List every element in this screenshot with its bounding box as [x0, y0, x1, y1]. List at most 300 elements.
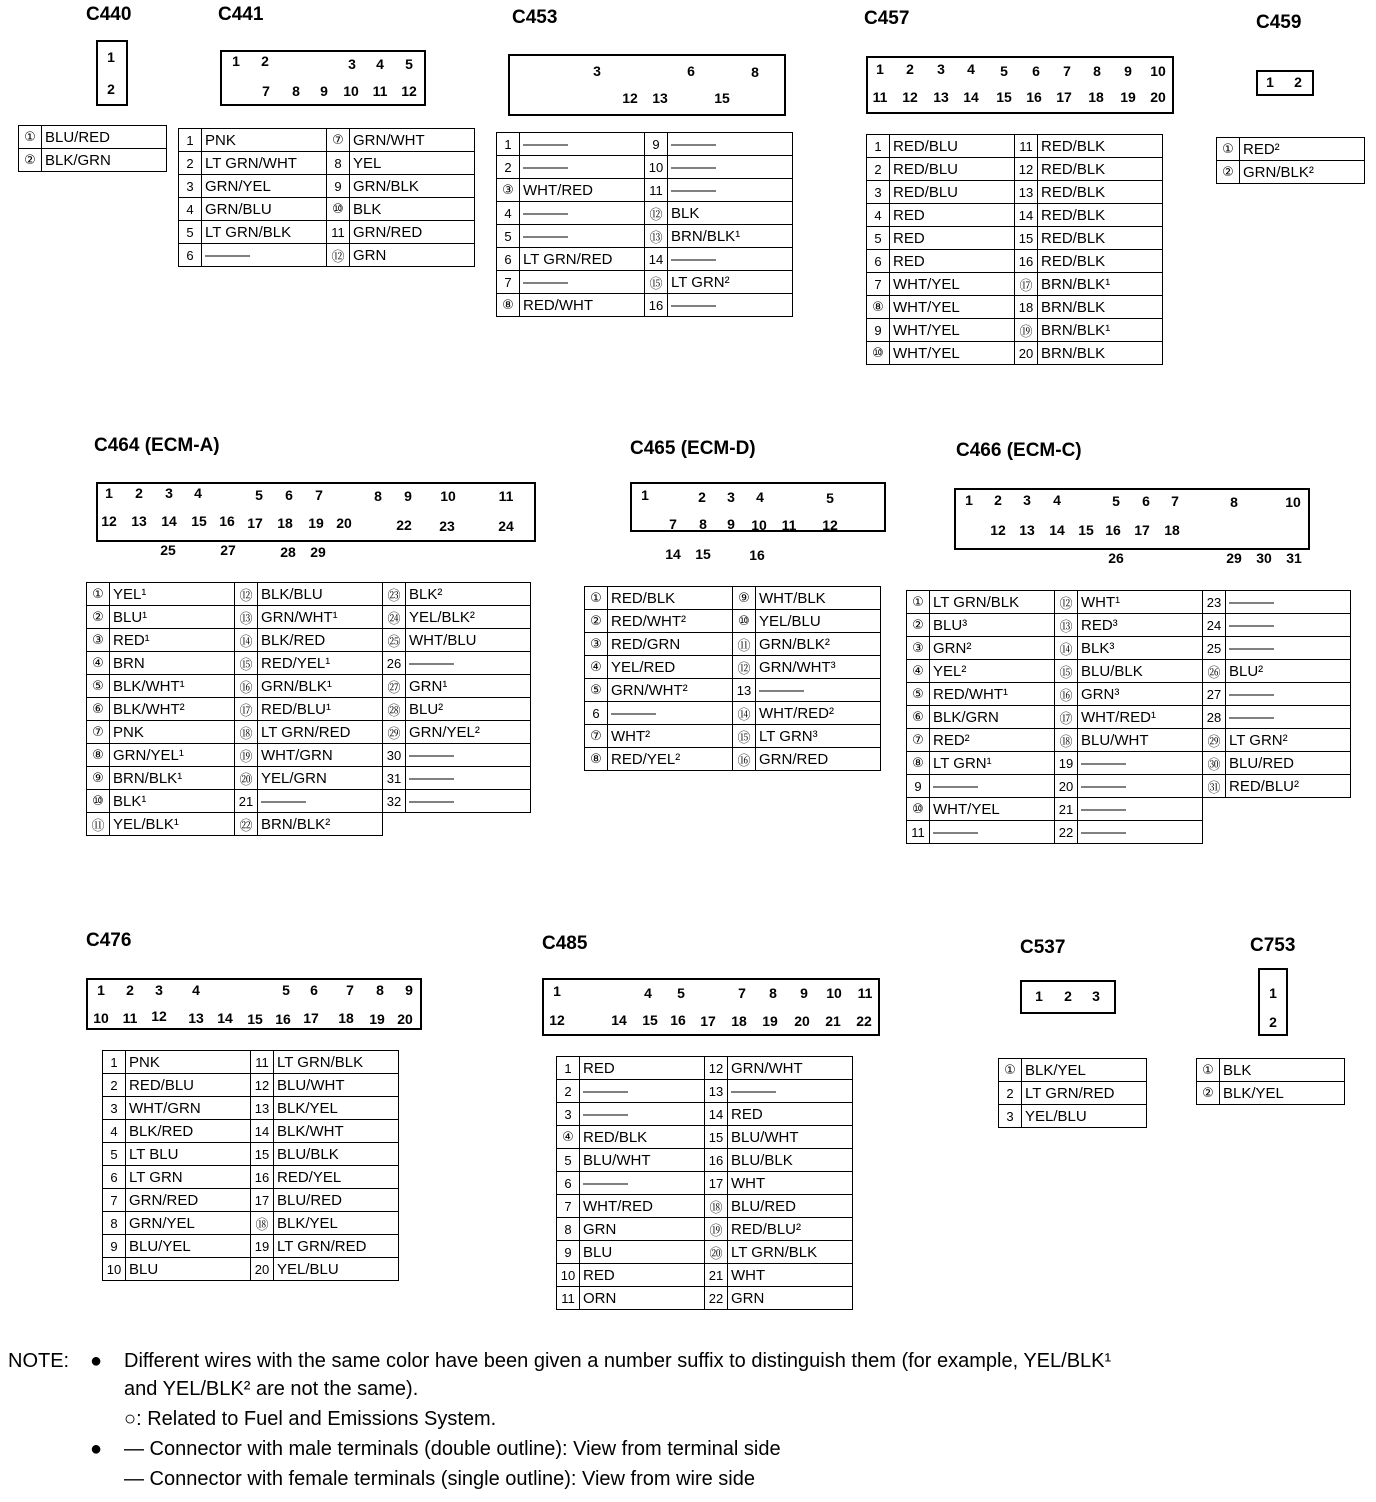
table-row	[103, 1258, 399, 1281]
wire-color: ———	[1226, 683, 1351, 706]
c476-pin-label: 2	[126, 982, 134, 998]
wire-color: WHT/RED	[520, 179, 645, 202]
c457-pin-label: 18	[1088, 89, 1104, 105]
table-row	[19, 149, 167, 172]
c476-pin-label: 20	[397, 1011, 413, 1027]
wire-color: WHT/YEL	[890, 296, 1015, 319]
wire-color: BRN/BLK¹	[668, 225, 793, 248]
wire-color: ———	[668, 294, 793, 317]
wire-color: GRN	[350, 244, 475, 267]
wire-color: BLU/RED	[42, 126, 167, 149]
c457-pin-label: 13	[933, 89, 949, 105]
pin-number: ⑪	[733, 633, 756, 656]
pin-number: 4	[179, 198, 202, 221]
table-row	[497, 294, 793, 317]
pin-number: 1	[103, 1051, 126, 1074]
pin-number: ⑩	[907, 798, 930, 821]
wire-color: BRN/BLK²	[258, 813, 383, 836]
wire-color: PNK	[202, 129, 327, 152]
pin-number: 10	[557, 1264, 580, 1287]
pin-number: ②	[1217, 161, 1240, 184]
table-row	[497, 248, 793, 271]
pin-number: 2	[497, 156, 520, 179]
wire-color: BLK¹	[110, 790, 235, 813]
wire-color: BLK	[668, 202, 793, 225]
c457-pin-label: 3	[937, 61, 945, 77]
c753-pin-label: 2	[1269, 1014, 1277, 1030]
pin-number: 3	[867, 181, 890, 204]
wire-color: LT GRN²	[668, 271, 793, 294]
c465-pin-label: 9	[727, 516, 735, 532]
pin-number: ⑭	[1055, 637, 1078, 660]
table-row	[907, 614, 1351, 637]
c466-pin-label: 31	[1286, 550, 1302, 566]
c466-title: C466 (ECM-C)	[956, 440, 1082, 461]
wire-color: RED/YEL¹	[258, 652, 383, 675]
pin-number: 13	[251, 1097, 274, 1120]
pin-number: 2	[867, 158, 890, 181]
c457-pin-label: 5	[1000, 63, 1008, 79]
wire-color: ———	[520, 133, 645, 156]
pin-number: 4	[103, 1120, 126, 1143]
pin-number: 1	[867, 135, 890, 158]
pin-number: 16	[251, 1166, 274, 1189]
c453-title: C453	[512, 7, 558, 28]
pin-number: ⑯	[733, 748, 756, 771]
c464-pin-label: 24	[498, 518, 514, 534]
c753-wire-table	[1196, 1058, 1345, 1105]
c465-pin-label: 4	[756, 489, 764, 505]
table-row	[585, 633, 881, 656]
pin-number: ④	[907, 660, 930, 683]
c465-pin-label: 3	[727, 489, 735, 505]
table-row	[557, 1241, 853, 1264]
pin-number: ①	[585, 587, 608, 610]
note-label: NOTE:	[8, 1350, 70, 1372]
wire-color: WHT/YEL	[890, 273, 1015, 296]
table-row	[87, 675, 531, 698]
table-row	[87, 606, 531, 629]
wire-color: RED/BLK	[1038, 250, 1163, 273]
wire-color: ———	[668, 133, 793, 156]
c457-pin-label: 16	[1026, 89, 1042, 105]
wire-color: ———	[1078, 821, 1203, 844]
c440-title: C440	[86, 4, 132, 25]
pin-number: ㉖	[1203, 660, 1226, 683]
wire-color: LT GRN/BLK	[930, 591, 1055, 614]
pin-number: ⑫	[645, 202, 668, 225]
wire-color: YEL	[350, 152, 475, 175]
c466-pin-label: 4	[1053, 492, 1061, 508]
c457-pin-label: 11	[872, 89, 888, 105]
pin-number: 17	[251, 1189, 274, 1212]
wire-color: BLU²	[1226, 660, 1351, 683]
c476-pin-label: 11	[122, 1010, 138, 1026]
pin-number: ㉗	[383, 675, 406, 698]
c464-pin-label: 7	[315, 487, 323, 503]
pin-number: ⑮	[645, 271, 668, 294]
pin-number: ⑮	[733, 725, 756, 748]
pin-number: ①	[1217, 138, 1240, 161]
wire-color: BLK/RED	[126, 1120, 251, 1143]
wire-color: WHT/BLK	[756, 587, 881, 610]
c464-pin-label: 10	[440, 488, 456, 504]
wire-color: BLU/WHT	[728, 1126, 853, 1149]
c457-title: C457	[864, 8, 910, 29]
pin-number: 6	[867, 250, 890, 273]
table-row	[179, 175, 475, 198]
c453-pin-label: 12	[622, 90, 638, 106]
wire-color: BLU³	[930, 614, 1055, 637]
pin-number: ⑩	[327, 198, 350, 221]
table-row	[585, 656, 881, 679]
table-row	[87, 744, 531, 767]
pin-number: 4	[497, 202, 520, 225]
c464-pin-label: 13	[131, 513, 147, 529]
wire-color: BLU	[580, 1241, 705, 1264]
c464-pin-label: 4	[194, 485, 202, 501]
c457-pin-label: 2	[906, 61, 914, 77]
c476-pin-label: 15	[247, 1011, 263, 1027]
wire-color: RED³	[1078, 614, 1203, 637]
pin-number: ⑤	[907, 683, 930, 706]
wire-color: YEL²	[930, 660, 1055, 683]
pin-number: ㉙	[1203, 729, 1226, 752]
table-row	[867, 204, 1163, 227]
c476-wire-table	[102, 1050, 399, 1281]
table-row	[557, 1126, 853, 1149]
pin-number: ⑫	[327, 244, 350, 267]
wire-color: ———	[520, 271, 645, 294]
wire-color: ———	[1226, 706, 1351, 729]
wire-color: ———	[668, 179, 793, 202]
wire-color: GRN³	[1078, 683, 1203, 706]
c476-pin-label: 9	[405, 982, 413, 998]
pin-number: ⑦	[907, 729, 930, 752]
table-row	[907, 752, 1351, 775]
c466-pin-label: 2	[994, 492, 1002, 508]
pin-number: 6	[557, 1172, 580, 1195]
c465-wire-table	[584, 586, 881, 771]
wire-color: BLU¹	[110, 606, 235, 629]
table-row	[87, 583, 531, 606]
pin-number: 31	[383, 767, 406, 790]
note-suffix-text-2: and YEL/BLK² are not the same).	[124, 1378, 419, 1400]
wire-color: GRN/BLK²	[756, 633, 881, 656]
wire-color: WHT/RED²	[756, 702, 881, 725]
wire-color: GRN/RED	[350, 221, 475, 244]
table-row	[557, 1080, 853, 1103]
wire-color: RED/WHT	[520, 294, 645, 317]
pin-number: ⑫	[235, 583, 258, 606]
c457-pin-label: 1	[876, 61, 884, 77]
c440-pin-label: 1	[107, 49, 115, 65]
c465-pin-label: 2	[698, 489, 706, 505]
c464-pin-label: 18	[277, 515, 293, 531]
c485-pin-label: 9	[800, 985, 808, 1001]
table-row	[907, 706, 1351, 729]
c485-wire-table	[556, 1056, 853, 1310]
table-row	[103, 1074, 399, 1097]
c466-pin-label: 10	[1285, 494, 1301, 510]
pin-number: 16	[645, 294, 668, 317]
pin-number: ②	[907, 614, 930, 637]
pin-number: ②	[1197, 1082, 1220, 1105]
c441-title: C441	[218, 4, 264, 25]
c537-pin-label: 2	[1064, 988, 1072, 1004]
wire-color: BLK/YEL	[1022, 1059, 1147, 1082]
c466-pin-label: 7	[1171, 493, 1179, 509]
c466-pin-label: 5	[1112, 493, 1120, 509]
wire-color: GRN/YEL²	[406, 721, 531, 744]
pin-number: 11	[251, 1051, 274, 1074]
wire-color: LT GRN/WHT	[202, 152, 327, 175]
c466-pin-label: 12	[990, 522, 1006, 538]
c476-pin-label: 8	[376, 982, 384, 998]
pin-number: 17	[705, 1172, 728, 1195]
wire-color: GRN/BLK²	[1240, 161, 1365, 184]
wire-color: WHT²	[608, 725, 733, 748]
pin-number: ⑱	[1055, 729, 1078, 752]
pin-number: 24	[1203, 614, 1226, 637]
wire-color: ———	[580, 1103, 705, 1126]
pin-number: ①	[999, 1059, 1022, 1082]
c465-pin-label: 1	[641, 487, 649, 503]
c464-pin-label: 14	[161, 513, 177, 529]
pin-number: ⑫	[733, 656, 756, 679]
wire-color: ———	[668, 248, 793, 271]
table-row	[867, 135, 1163, 158]
wire-color: GRN	[728, 1287, 853, 1310]
c441-wire-table	[178, 128, 475, 267]
table-row	[557, 1103, 853, 1126]
c485-pin-label: 7	[738, 985, 746, 1001]
table-row	[907, 591, 1351, 614]
c476-pin-label: 3	[155, 982, 163, 998]
pin-number: ⑰	[1055, 706, 1078, 729]
c476-pin-label: 1	[97, 982, 105, 998]
c753-pin-label: 1	[1269, 985, 1277, 1001]
pin-number: 14	[251, 1120, 274, 1143]
wire-color: ———	[406, 790, 531, 813]
table-row	[585, 748, 881, 771]
pin-number: ⑨	[733, 587, 756, 610]
table-row	[19, 126, 167, 149]
wire-color: GRN¹	[406, 675, 531, 698]
c476-pin-label: 4	[192, 982, 200, 998]
table-row	[87, 721, 531, 744]
wire-color: PNK	[110, 721, 235, 744]
c464-pin-label: 1	[105, 485, 113, 501]
wire-color: BRN/BLK¹	[1038, 319, 1163, 342]
c459-pin-label: 1	[1266, 74, 1274, 90]
c485-pin-label: 16	[670, 1012, 686, 1028]
wire-color: GRN/WHT	[350, 129, 475, 152]
c476-pin-label: 10	[93, 1010, 109, 1026]
pin-number: ⑰	[1015, 273, 1038, 296]
table-row	[907, 660, 1351, 683]
pin-number: ⑦	[327, 129, 350, 152]
wire-color: BLU/WHT	[580, 1149, 705, 1172]
wire-color: RED/BLU	[890, 135, 1015, 158]
table-row	[585, 679, 881, 702]
c465-pin-label: 16	[749, 547, 765, 563]
c485-pin-label: 15	[642, 1012, 658, 1028]
c466-pin-label: 30	[1256, 550, 1272, 566]
wire-color: LT GRN	[126, 1166, 251, 1189]
wire-color: YEL/BLU	[1022, 1105, 1147, 1128]
wire-color: WHT/RED¹	[1078, 706, 1203, 729]
c464-pin-label: 2	[135, 485, 143, 501]
wire-color: ———	[258, 790, 383, 813]
table-row	[87, 629, 531, 652]
c464-title: C464 (ECM-A)	[94, 435, 220, 456]
wire-color: PNK	[126, 1051, 251, 1074]
table-row	[179, 198, 475, 221]
c466-pin-label: 6	[1142, 493, 1150, 509]
wire-color: RED/BLK	[1038, 227, 1163, 250]
c464-pin-label: 16	[219, 513, 235, 529]
table-row	[103, 1235, 399, 1258]
wire-color: GRN/YEL	[202, 175, 327, 198]
wire-color: ———	[520, 202, 645, 225]
pin-number: 9	[907, 775, 930, 798]
c441-pin-label: 3	[348, 56, 356, 72]
pin-number: 1	[179, 129, 202, 152]
table-row	[179, 152, 475, 175]
pin-number: 7	[867, 273, 890, 296]
table-row	[907, 775, 1351, 798]
c485-pin-label: 14	[611, 1012, 627, 1028]
wire-color: BLK/RED	[258, 629, 383, 652]
pin-number: ④	[585, 656, 608, 679]
wire-color: ———	[728, 1080, 853, 1103]
pin-number: 27	[1203, 683, 1226, 706]
wire-color: GRN/RED	[126, 1189, 251, 1212]
wire-color: ———	[1078, 798, 1203, 821]
wire-color: BRN/BLK¹	[110, 767, 235, 790]
wire-color: BRN/BLK	[1038, 342, 1163, 365]
pin-number: ⑤	[87, 675, 110, 698]
pin-number: 19	[251, 1235, 274, 1258]
pin-number: ①	[87, 583, 110, 606]
c753-title: C753	[1250, 935, 1296, 956]
table-row	[87, 790, 531, 813]
pin-number: 11	[557, 1287, 580, 1310]
pin-number: ⑲	[1015, 319, 1038, 342]
c485-pin-label: 10	[826, 985, 842, 1001]
pin-number: 20	[251, 1258, 274, 1281]
pin-number: 5	[557, 1149, 580, 1172]
wire-color: GRN/BLU	[202, 198, 327, 221]
table-row	[867, 342, 1163, 365]
table-row	[179, 221, 475, 244]
wire-color: BLK/WHT²	[110, 698, 235, 721]
pin-number: 3	[999, 1105, 1022, 1128]
pin-number: ㉓	[383, 583, 406, 606]
wire-color: BLK/GRN	[930, 706, 1055, 729]
table-row	[179, 244, 475, 267]
pin-number: ③	[585, 633, 608, 656]
wire-color: LT GRN/BLK	[202, 221, 327, 244]
table-row	[557, 1057, 853, 1080]
wire-color: BLU/WHT	[274, 1074, 399, 1097]
c464-pin-label: 19	[308, 515, 324, 531]
wire-color: BLU/RED	[1226, 752, 1351, 775]
wire-color: BLK/GRN	[42, 149, 167, 172]
c465-title: C465 (ECM-D)	[630, 438, 756, 459]
pin-number: ④	[87, 652, 110, 675]
c441-pin-label: 5	[405, 56, 413, 72]
c476-pin-label: 13	[188, 1010, 204, 1026]
c464-pin-label: 3	[165, 485, 173, 501]
c457-wire-table	[866, 134, 1163, 365]
wire-color: BLK/YEL	[274, 1097, 399, 1120]
c464-pin-label: 27	[220, 542, 236, 558]
pin-number: 2	[179, 152, 202, 175]
pin-number: ⑰	[235, 698, 258, 721]
wire-color: BLU/WHT	[1078, 729, 1203, 752]
table-row	[999, 1105, 1147, 1128]
wire-color: ———	[1078, 752, 1203, 775]
pin-number: 12	[1015, 158, 1038, 181]
pin-number: 18	[1015, 296, 1038, 319]
pin-number: 15	[1015, 227, 1038, 250]
c464-pin-label: 9	[404, 488, 412, 504]
pin-number: 5	[497, 225, 520, 248]
pin-number: 14	[645, 248, 668, 271]
c457-pin-label: 9	[1124, 63, 1132, 79]
wire-color: ———	[406, 652, 531, 675]
table-row	[497, 202, 793, 225]
c476-pin-label: 16	[275, 1011, 291, 1027]
c457-pin-label: 10	[1150, 63, 1166, 79]
c459-title: C459	[1256, 12, 1302, 33]
c464-pin-label: 17	[247, 515, 263, 531]
c457-pin-label: 20	[1150, 89, 1166, 105]
wire-color: RED/BLK	[1038, 158, 1163, 181]
wire-color: BLK/YEL	[274, 1212, 399, 1235]
pin-number: ㉚	[1203, 752, 1226, 775]
pin-number: 28	[1203, 706, 1226, 729]
pin-number: 12	[251, 1074, 274, 1097]
table-row	[1197, 1059, 1345, 1082]
wire-color: RED/BLU¹	[258, 698, 383, 721]
c466-pin-label: 16	[1105, 522, 1121, 538]
pin-number: ③	[497, 179, 520, 202]
pin-number: 8	[103, 1212, 126, 1235]
pin-number: 23	[1203, 591, 1226, 614]
pin-number: ⑧	[497, 294, 520, 317]
pin-number: ㉘	[383, 698, 406, 721]
wire-color: LT GRN/RED	[520, 248, 645, 271]
c464-pin-label: 11	[498, 488, 514, 504]
wire-color: WHT/GRN	[258, 744, 383, 767]
pin-number: 9	[867, 319, 890, 342]
c466-pin-label: 1	[965, 492, 973, 508]
table-row	[87, 767, 531, 790]
wire-color: RED/BLU	[126, 1074, 251, 1097]
wire-color: ———	[520, 156, 645, 179]
c476-pin-label: 19	[369, 1011, 385, 1027]
c457-pin-label: 12	[902, 89, 918, 105]
pin-number: 4	[867, 204, 890, 227]
wire-color: RED/GRN	[608, 633, 733, 656]
pin-number: 1	[497, 133, 520, 156]
table-row	[557, 1264, 853, 1287]
table-row	[103, 1166, 399, 1189]
wire-color: WHT/GRN	[126, 1097, 251, 1120]
